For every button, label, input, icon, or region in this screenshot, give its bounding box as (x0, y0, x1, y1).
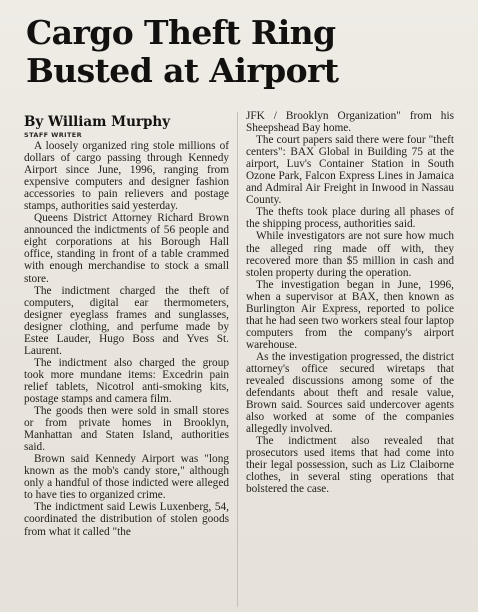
paragraph: A loosely organized ring stole millions of dollars of cargo passing through Kennedy Airport since June, 1996, ranging from expensive computers and designer fashion accessories to pain relievers and postage stamps, authorities said yesterday. (24, 140, 229, 213)
paragraph: The indictment also revealed that prosecutors used items that had come into their legal possession, such as Liz Claiborne clothes, in several sting operations that bolstered the case. (246, 435, 454, 496)
paragraph: The court papers said there were four "theft centers": BAX Global in Building 75 at the airport, Luv's Container Station in South Ozone Park, Falcon Express Lines in Jamaica and Admiral Air Freight in Inwood in Nassau County. (246, 134, 454, 207)
paragraph: The indictment also charged the group took more mundane items: Excedrin pain relief tablets, Nicotrol anti-smoking kits, postage stamps and camera film. (24, 356, 229, 405)
paragraph: The goods then were sold in small stores or from private homes in Brooklyn, Manhattan and Staten Island, authorities said. (24, 405, 229, 454)
paragraph: Brown said Kennedy Airport was "long known as the mob's candy store," although only a handful of those indicted were alleged to have ties to organized crime. (24, 453, 229, 502)
paragraph: As the investigation progressed, the district attorney's office secured wiretaps that revealed discussions among some of the defendants about theft and resale value, Brown said. Sources said undercover agents also worked at some of the companies allegedly involved. (246, 350, 454, 436)
headline (26, 14, 466, 90)
column-divider (237, 112, 238, 607)
byline: By William Murphy (24, 114, 171, 130)
paragraph: The indictment charged the theft of computers, digital ear thermometers, designer eyeglass frames and sunglasses, designer clothing, and perfume made by Estee Lauder, Hugo Boss and Yves St. Laurent. (24, 284, 229, 357)
left-column (24, 140, 229, 538)
headline-line-1: Cargo Theft Ring (26, 13, 336, 52)
paragraph: While investigators are not sure how much the alleged ring made off with, they recovered more than $5 million in cash and stolen property during the operation. (246, 230, 454, 279)
paragraph: Queens District Attorney Richard Brown announced the indictments of 56 people and eight corporations at his Borough Hall office, standing in front of a table crammed with enough merchandise to stock a small store. (24, 212, 229, 285)
paragraph: The thefts took place during all phases of the shipping process, authorities said. (246, 206, 454, 231)
right-column (246, 110, 454, 496)
headline-line-2: Busted at Airport (26, 51, 339, 90)
paragraph-continuation: JFK / Brooklyn Organization" from his Sheepshead Bay home. (246, 110, 454, 135)
paragraph: The investigation began in June, 1996, when a supervisor at BAX, then known as Burlington Air Express, reported to police that he had seen two workers steal four laptop computers from the company's airport warehouse. (246, 278, 454, 351)
paragraph: The indictment said Lewis Luxenberg, 54, coordinated the distribution of stolen goods from what it called "the (24, 501, 229, 538)
byline-role: STAFF WRITER (24, 131, 83, 139)
